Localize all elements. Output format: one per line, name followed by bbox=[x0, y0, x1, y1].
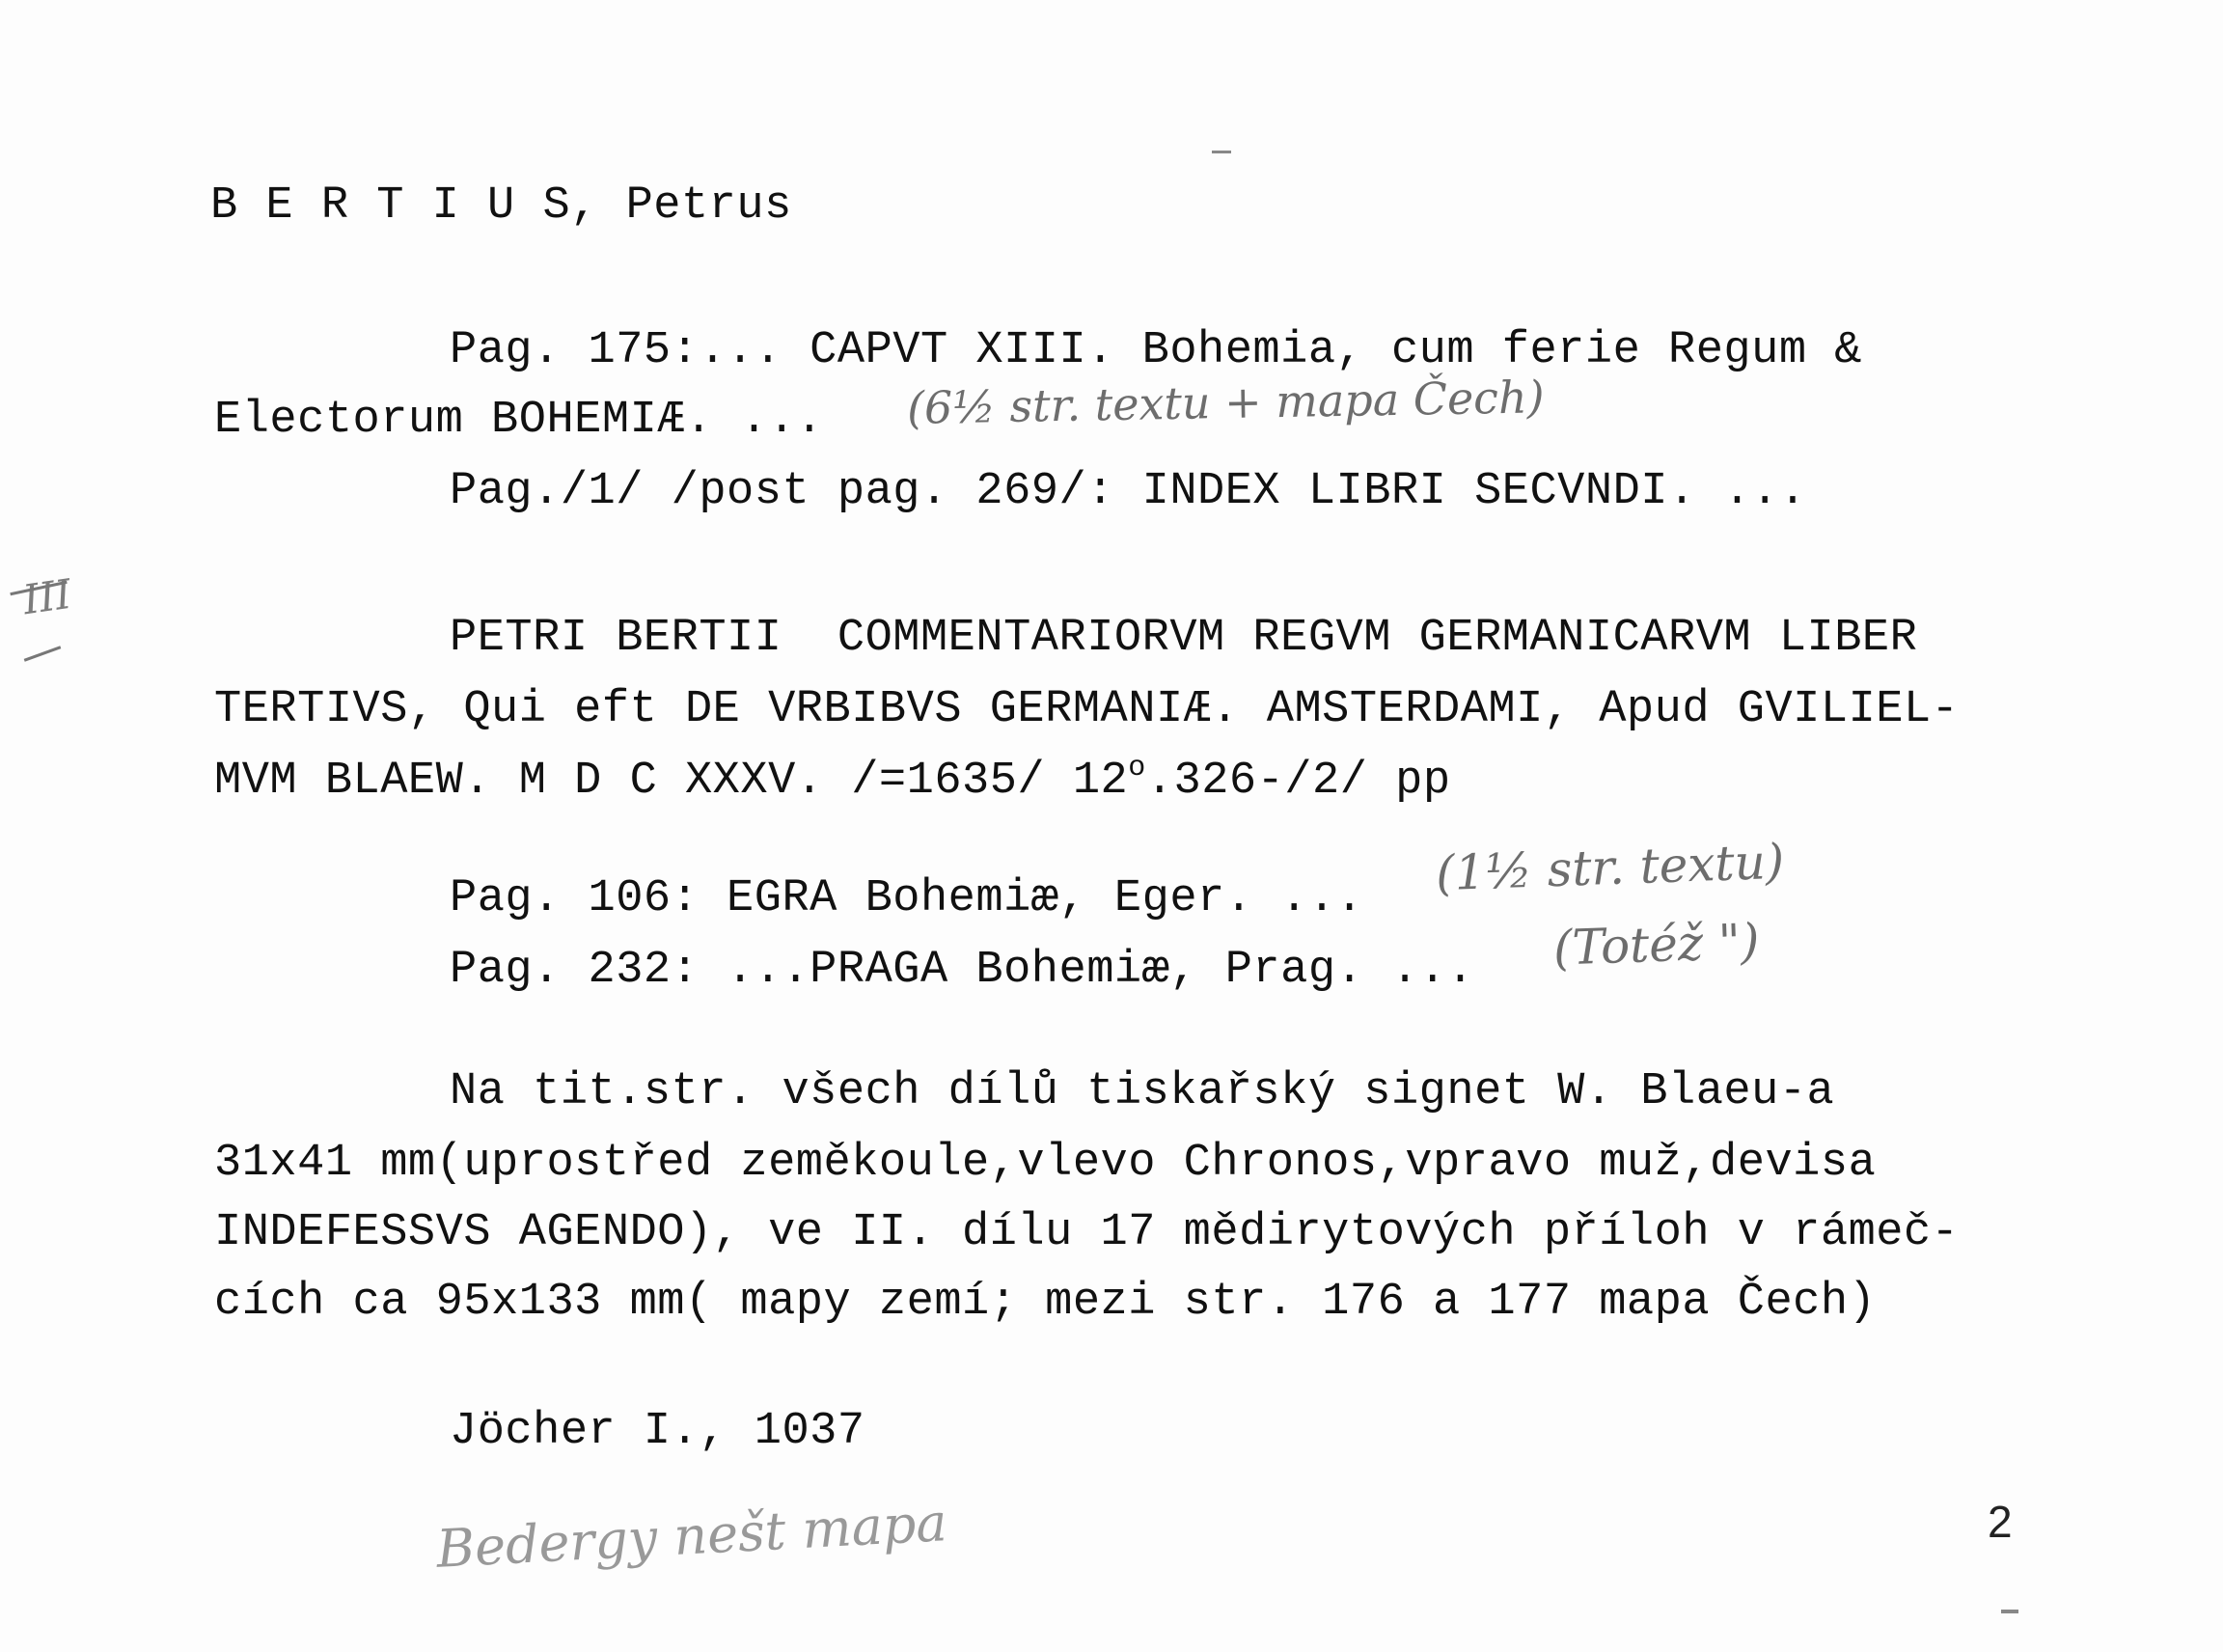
imprint-text: MVM BLAEW. M D C XXXV. /=1635/ 12 bbox=[214, 756, 1129, 807]
bibliographic-reference: Jöcher I., 1037 bbox=[450, 1406, 865, 1457]
pagination-text: .326-/2/ pp bbox=[1145, 756, 1451, 807]
note-line: INDEFESSVS AGENDO), ve II. dílu 17 mědirytových příloh v rámeč- bbox=[214, 1207, 1960, 1258]
margin-stroke bbox=[24, 646, 62, 661]
title-line: TERTIVS, Qui eft DE VRBIBVS GERMANIÆ. AMSTERDAMI, Apud GVILIEL- bbox=[214, 684, 1960, 735]
handwritten-note: (Totéž ") bbox=[1552, 913, 1761, 977]
handwritten-note: Bedergy nešt mapa bbox=[434, 1492, 948, 1580]
entry-line: Pag. 106: EGRA Bohemiæ, Eger. ... bbox=[450, 873, 1364, 924]
note-line: cích ca 95x133 mm( mapy zemí; mezi str. 176 a 177 mapa Čech) bbox=[214, 1277, 1877, 1328]
margin-mark: III bbox=[19, 569, 74, 624]
imprint-line bbox=[214, 747, 1451, 820]
entry-line: Pag. 175:... CAPVT XIII. Bohemia, cum ferie Regum & bbox=[450, 325, 1862, 376]
note-line: 31x41 mm(uprostřed zeměkoule,vlevo Chronos,vpravo muž,devisa bbox=[214, 1138, 1877, 1189]
handwritten-note: (6½ str. textu + mapa Čech) bbox=[906, 371, 1545, 434]
author-heading: B E R T I U S, Petrus bbox=[210, 180, 792, 232]
title-line: PETRI BERTII COMMENTARIORVM REGVM GERMANICARVM LIBER bbox=[450, 613, 1918, 664]
ink-speck bbox=[2001, 1610, 2018, 1613]
entry-line: Pag./1/ /post pag. 269/: INDEX LIBRI SECVNDI. ... bbox=[450, 466, 1807, 517]
entry-line: Pag. 232: ...PRAGA Bohemiæ, Prag. ... bbox=[450, 945, 1475, 996]
note-line: Na tit.str. všech dílů tiskařský signet W. Blaeu-a bbox=[450, 1066, 1835, 1117]
entry-line: Electorum BOHEMIÆ. ... bbox=[214, 395, 824, 446]
page-number: 2 bbox=[1988, 1497, 2013, 1547]
ink-speck bbox=[1212, 151, 1231, 153]
format-superscript: o bbox=[1128, 752, 1146, 785]
handwritten-note: (1½ str. textu) bbox=[1435, 833, 1786, 902]
